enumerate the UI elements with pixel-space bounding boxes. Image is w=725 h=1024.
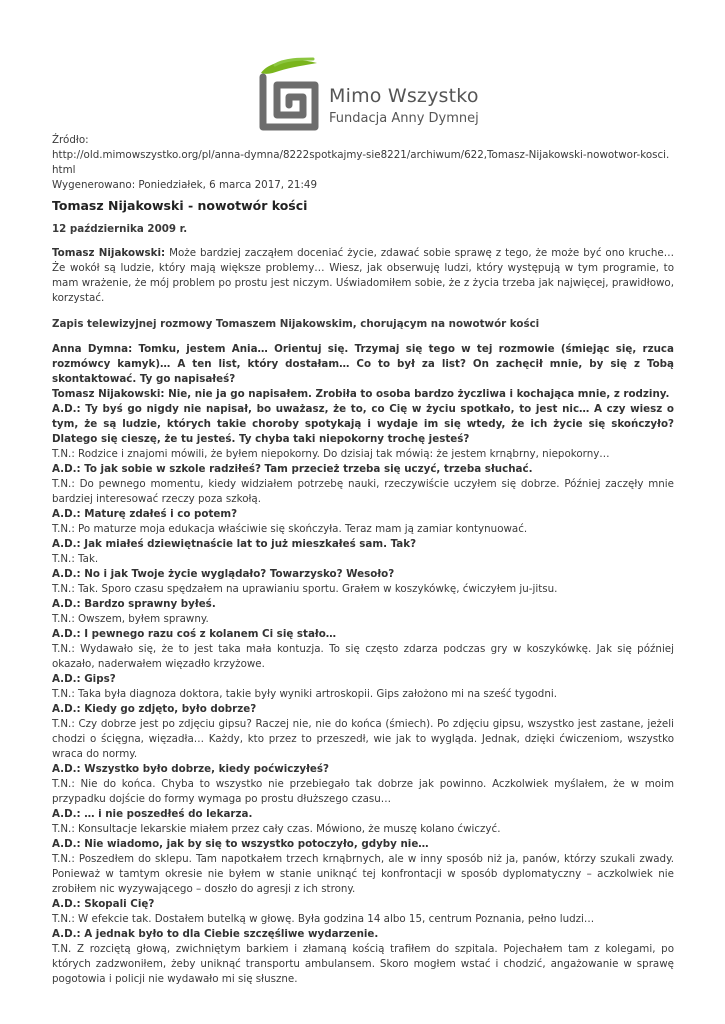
question-line: A.D.: Wszystko było dobrze, kiedy poćwiczyłeś? — [52, 763, 329, 775]
question-line: A.D.: … i nie poszedłeś do lekarza. — [52, 808, 253, 820]
answer-line: T.N.: Czy dobrze jest po zdjęciu gipsu? Raczej nie, nie do końca (śmiech). Po zdjęciu gipsu, wszystko jest zastane, jeżeli chodzi o ścięgna, więzadła… Każdy, kto przez to przeszedł, wie jak to wygląda. Jednak, dzięki ćwiczeniom, wszystko wraca do normy. — [52, 718, 674, 760]
answer-line: T.N.: Tak. Sporo czasu spędzałem na uprawianiu sportu. Grałem w koszykówkę, ćwiczyłem ju-jitsu. — [52, 583, 558, 595]
intro-speaker: Tomasz Nijakowski: — [52, 247, 166, 259]
question-line: A.D.: To jak sobie w szkole radziłeś? Tam przecież trzeba się uczyć, trzeba słuchać. — [52, 463, 533, 475]
answer-line: T.N.: Wydawało się, że to jest taka mała kontuzja. To się często zdarza podczas gry w koszykówkę. Jak się później okazało, naderwałem więzadło krzyżowe. — [52, 643, 674, 670]
answer-line: T.N.: Nie do końca. Chyba to wszystko nie przebiegało tak dobrze jak powinno. Aczkolwiek myślałem, że w moim przypadku dojście do formy wymaga po prostu dłuższego czasu… — [52, 778, 674, 805]
answer-line: T.N.: Tak. — [52, 553, 99, 565]
question-line: A.D.: Kiedy go zdjęto, było dobrze? — [52, 703, 257, 715]
source-meta — [52, 133, 674, 193]
answer-line: T.N.: Konsultacje lekarskie miałem przez cały czas. Mówiono, że muszę kolano ćwiczyć. — [52, 823, 501, 835]
answer-line: T.N.: Owszem, byłem sprawny. — [52, 613, 209, 625]
intro-paragraph — [52, 246, 674, 306]
logo-title: Mimo Wszystko — [329, 85, 479, 107]
question-line: A.D.: Jak miałeś dziewiętnaście lat to już mieszkałeś sam. Tak? — [52, 538, 417, 550]
answer-line: T.N.: W efekcie tak. Dostałem butelką w głowę. Była godzina 14 albo 15, centrum Poznania, pełno ludzi… — [52, 913, 595, 925]
question-line: A.D.: Gips? — [52, 673, 116, 685]
answer-line: T.N.: Poszedłem do sklepu. Tam napotkałem trzech krnąbrnych, ale w inny sposób niż ja, panów, którzy szukali zwady. Ponieważ w tamtym okresie nie byłem w stanie uniknąć tej konfrontacji w sposób dyplomatyczny – aczkolwiek nie zrobiłem nic wyzywającego – doszło do agresji z ich strony. — [52, 853, 674, 895]
intro-text: Może bardziej zacząłem doceniać życie, zdawać sobie sprawę z tego, że może być ono kruche… Że wokół są ludzie, który mają większe problemy… Wiesz, jak obserwuję ludzi, który występują w tym programie, to mam wrażenie, że mój problem po prostu jest niczym. Uświadomiłem sobie, że z życia trzeba jak najwięcej, prawidłowo, korzystać. — [52, 247, 674, 304]
foundation-logo — [255, 55, 479, 135]
answer-line: T.N.: Taka była diagnoza doktora, takie były wyniki artroskopii. Gips założono mi na sześć tygodni. — [52, 688, 557, 700]
question-line: A.D.: A jednak było to dla Ciebie szczęśliwe wydarzenie. — [52, 928, 379, 940]
article-date: 12 października 2009 r. — [52, 223, 188, 235]
answer-line: T.N. Z rozciętą głową, zwichniętym barkiem i złamaną kością trafiłem do szpitala. Pojechałem tam z kolegami, po których zadzwoniłem, żeby uniknąć transportu ambulansem. Skoro mogłem wstać i chodzić, angażowanie w sprawę pogotowia i policji nie wydawało mi się słuszne. — [52, 943, 674, 985]
question-line: A.D.: Maturę zdałeś i co potem? — [52, 508, 238, 520]
source-url[interactable]: http://old.mimowszystko.org/pl/anna-dymna/8222spotkajmy-sie8221/archiwum/622,Tomasz-Nijakowski-nowotwor-kosci.html — [52, 149, 670, 176]
answer-line: T.N.: Rodzice i znajomi mówili, że byłem niepokorny. Do dzisiaj tak mówią: że jestem krnąbrny, niepokorny… — [52, 448, 610, 460]
question-line: A.D.: Ty byś go nigdy nie napisał, bo uważasz, że to, co Cię w życiu spotkało, to jest nic… A czy wiesz o tym, że są ludzie, których takie choroby spotykają i wydaje im się wtedy, że ich życie się skończyło? Dlatego się cieszę, że tu jesteś. Ty chyba taki niepokorny trochę jesteś? — [52, 403, 674, 445]
question-line: Anna Dymna: Tomku, jestem Ania… Orientuj się. Trzymaj się tego w tej rozmowie (śmiejąc się, rzuca rozmówcy kamyk)… A ten list, który dostałam… Co to był za list? On zachęcił mnie, by się z Tobą skontaktować. Ty go napisałeś? — [52, 343, 674, 385]
transcript — [52, 342, 674, 987]
question-line: A.D.: Nie wiadomo, jak by się to wszystko potoczyło, gdyby nie… — [52, 838, 429, 850]
answer-line: T.N.: Po maturze moja edukacja właściwie się skończyła. Teraz mam ją zamiar kontynuować. — [52, 523, 528, 535]
question-line: A.D.: Skopali Cię? — [52, 898, 155, 910]
answer-line: T.N.: Do pewnego momentu, kiedy widziałem potrzebę nauki, rzeczywiście uczyłem się dobrze. Później zaczęły mnie bardziej interesować rzeczy poza szkołą. — [52, 478, 674, 505]
question-line: A.D.: No i jak Twoje życie wyglądało? Towarzysko? Wesoło? — [52, 568, 395, 580]
logo-subtitle: Fundacja Anny Dymnej — [329, 111, 479, 126]
source-label: Źródło: — [52, 134, 89, 146]
transcript-heading: Zapis telewizyjnej rozmowy Tomaszem Nijakowskim, chorującym na nowotwór kości — [52, 318, 540, 330]
article-title: Tomasz Nijakowski - nowotwór kości — [52, 198, 308, 213]
document-body — [52, 133, 674, 987]
question-line: A.D.: I pewnego razu coś z kolanem Ci się stało… — [52, 628, 337, 640]
question-line: A.D.: Bardzo sprawny byłeś. — [52, 598, 216, 610]
spiral-logo-icon — [255, 55, 325, 135]
question-line: Tomasz Nijakowski: Nie, nie ja go napisałem. Zrobiła to osoba bardzo życzliwa i kochająca mnie, z rodziny. — [52, 388, 670, 400]
generated-timestamp: Wygenerowano: Poniedziałek, 6 marca 2017, 21:49 — [52, 179, 318, 191]
